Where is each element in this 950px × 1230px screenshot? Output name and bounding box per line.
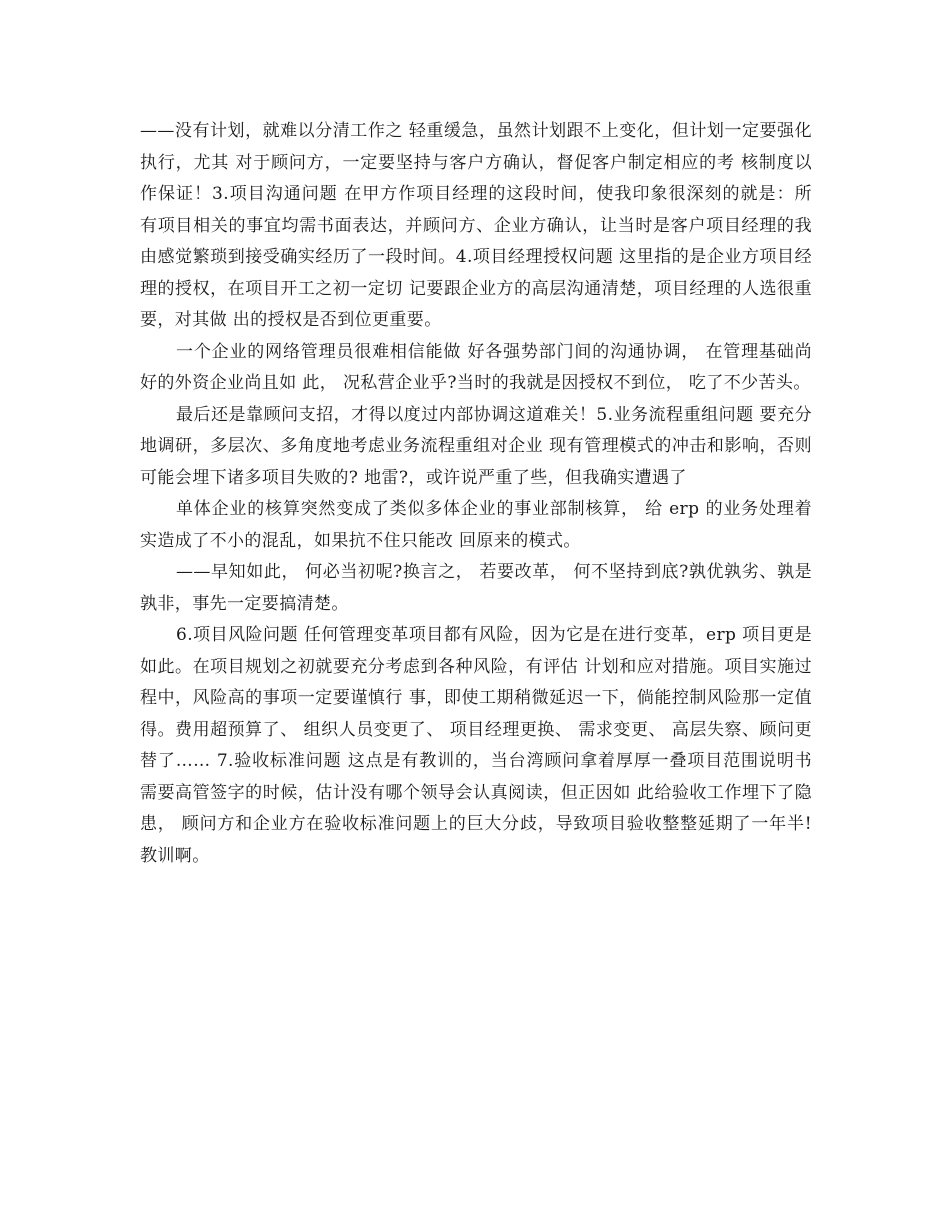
paragraph-accounting: 单体企业的核算突然变成了类似多体企业的事业部制核算， 给 erp 的业务处理着实造成了不小的混乱，如果抗不住只能改 回原来的模式。 [140,499,812,551]
paragraph-network-admin: 一个企业的网络管理员很难相信能做 好各强势部门间的沟通协调， 在管理基础尚好的外资企业尚且如 此， 况私营企业乎?当时的我就是因授权不到位， 吃了不少苦头。 [140,341,812,393]
paragraph-risk-acceptance: 6.项目风险问题 任何管理变革项目都有风险，因为它是在进行变革，erp 项目更是如此。在项目规划之初就要充分考虑到各种风险，有评估 计划和应对措施。项目实施过程中，风险高的事项一定要谨慎行 事，即使工期稍微延迟一下，倘能控制风险那一定值得。费用超预算了、 组织人员变更了、 项目经理更换、 需求变更、 高层失察、顾问更替了…… 7.验收标准问题 这点是有教训的，当台湾顾问拿着厚厚一叠项目范围说明书 需要高管签字的时候，估计没有哪个领导会认真阅读，但正因如 此给验收工作埋下了隐患， 顾问方和企业方在验收标准问题上的巨大分歧，导致项目验收整整延期了一年半!教训啊。 [140,625,812,866]
document-body [140,116,812,872]
paragraph-process-reorg: 最后还是靠顾问支招，才得以度过内部协调这道难关！5.业务流程重组问题 要充分地调研，多层次、多角度地考虑业务流程重组对企业 现有管理模式的冲击和影响，否则可能会埋下诸多项目失败的? 地雷?，或许说严重了些，但我确实遭遇了 [140,404,812,488]
paragraph-hindsight: ——早知如此， 何必当初呢?换言之， 若要改革， 何不坚持到底?孰优孰劣、孰是孰非，事先一定要搞清楚。 [140,562,812,614]
paragraph-planning: ——没有计划，就难以分清工作之 轻重缓急，虽然计划跟不上变化，但计划一定要强化执行，尤其 对于顾问方，一定要坚持与客户方确认，督促客户制定相应的考 核制度以作保证！3.项目沟通问题 在甲方作项目经理的这段时间，使我印象很深刻的就是：所 有项目相关的事宜均需书面表达，并顾问方、企业方确认，让当时是客户项目经理的我由感觉繁琐到接受确实经历了一段时间。4.项目经理授权问题 这里指的是企业方项目经理的授权，在项目开工之初一定切 记要跟企业方的高层沟通清楚，项目经理的人选很重要，对其做 出的授权是否到位更重要。 [140,121,812,330]
